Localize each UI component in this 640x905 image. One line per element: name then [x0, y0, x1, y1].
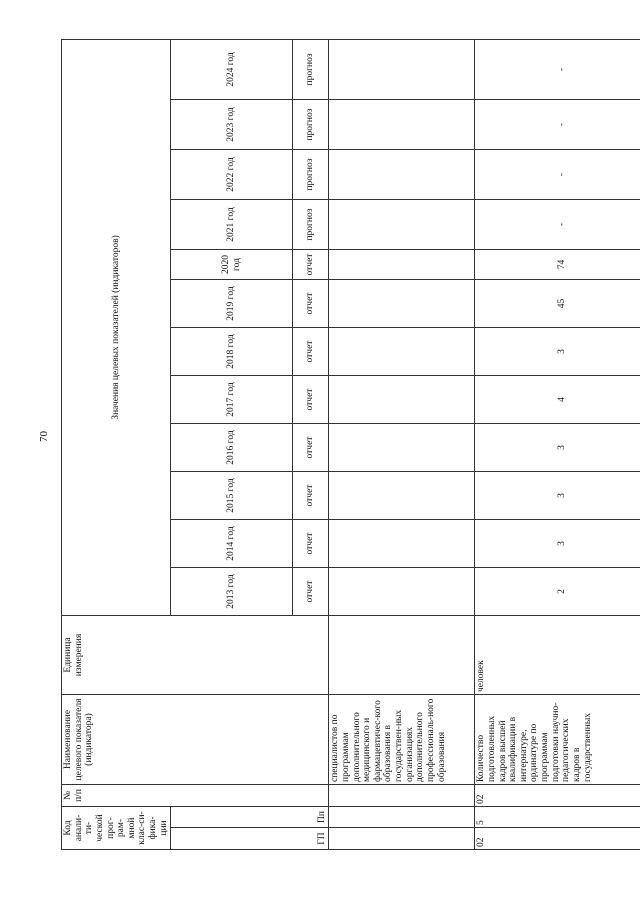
header-kind: прогноз: [293, 200, 329, 250]
header-year: 2023 год: [171, 100, 293, 150]
cell-value: 3: [475, 520, 640, 568]
cell-value: [329, 200, 475, 250]
page-number: 70: [38, 431, 50, 442]
header-kind: отчет: [293, 376, 329, 424]
cell-value: -: [475, 100, 640, 150]
header-year: 2021 год: [171, 200, 293, 250]
cell-unit: [329, 616, 475, 695]
header-year: 2014 год: [171, 520, 293, 568]
header-name: Наименование целевого показателя (индикатора): [62, 695, 329, 785]
cell-name: Количество подготовленных кадров высшей квалификации в интернатуре, ординатуре по программам подготовки научно-педагогических кадров в государственных: [475, 695, 640, 785]
cell-value: 45: [475, 280, 640, 328]
header-year: 2015 год: [171, 472, 293, 520]
header-year: 2017 год: [171, 376, 293, 424]
header-kind: отчет: [293, 328, 329, 376]
cell-value: 4: [475, 376, 640, 424]
cell-value: [329, 472, 475, 520]
cell-value: 3: [475, 328, 640, 376]
cell-value: 3: [475, 424, 640, 472]
header-pp: Пп: [171, 807, 329, 828]
cell-pp: 5: [475, 807, 640, 828]
header-year: 2022 год: [171, 150, 293, 200]
cell-gp: [329, 828, 475, 850]
header-kind: отчет: [293, 568, 329, 616]
header-values-group: Значения целевых показателей (индикаторов): [62, 39, 171, 615]
header-kind: прогноз: [293, 39, 329, 99]
cell-value: 74: [475, 250, 640, 280]
header-num: № п/п: [62, 785, 329, 807]
header-year: 2013 год: [171, 568, 293, 616]
header-year: 2019 год: [171, 280, 293, 328]
header-kind: прогноз: [293, 100, 329, 150]
cell-value: [329, 39, 475, 99]
header-kind: отчет: [293, 424, 329, 472]
cell-pp: [329, 807, 475, 828]
table-row: [329, 39, 475, 849]
cell-value: [329, 100, 475, 150]
table-row: [475, 39, 640, 849]
cell-value: [329, 520, 475, 568]
cell-value: -: [475, 150, 640, 200]
cell-value: -: [475, 200, 640, 250]
rotated-table-container: [61, 52, 599, 850]
cell-value: [329, 280, 475, 328]
cell-value: -: [475, 39, 640, 99]
header-year: 2020 год: [171, 250, 293, 280]
cell-value: [329, 150, 475, 200]
header-kind: отчет: [293, 280, 329, 328]
cell-value: 2: [475, 568, 640, 616]
header-gp: ГП: [171, 828, 329, 850]
cell-value: [329, 250, 475, 280]
cell-value: [329, 376, 475, 424]
indicators-table: [61, 39, 640, 850]
cell-value: [329, 328, 475, 376]
cell-gp: 02: [475, 828, 640, 850]
header-year: 2016 год: [171, 424, 293, 472]
header-kind: отчет: [293, 250, 329, 280]
header-kind: отчет: [293, 520, 329, 568]
header-kind: отчет: [293, 472, 329, 520]
header-kind: прогноз: [293, 150, 329, 200]
cell-num: [329, 785, 475, 807]
cell-num: 02: [475, 785, 640, 807]
cell-value: 3: [475, 472, 640, 520]
cell-value: [329, 568, 475, 616]
header-year: 2024 год: [171, 39, 293, 99]
header-year: 2018 год: [171, 328, 293, 376]
cell-value: [329, 424, 475, 472]
cell-name: специалистов по программам дополнительного медицинского и фармацевтичес-кого образования в государствен-ных организациях дополнительного профессиональ-ного образования: [329, 695, 475, 785]
cell-unit: человек: [475, 616, 640, 695]
header-code: Код анали-ти-ческой прог-рам-мной клас-си-фика-ции: [62, 807, 171, 850]
header-unit: Единица измерения: [62, 616, 329, 695]
